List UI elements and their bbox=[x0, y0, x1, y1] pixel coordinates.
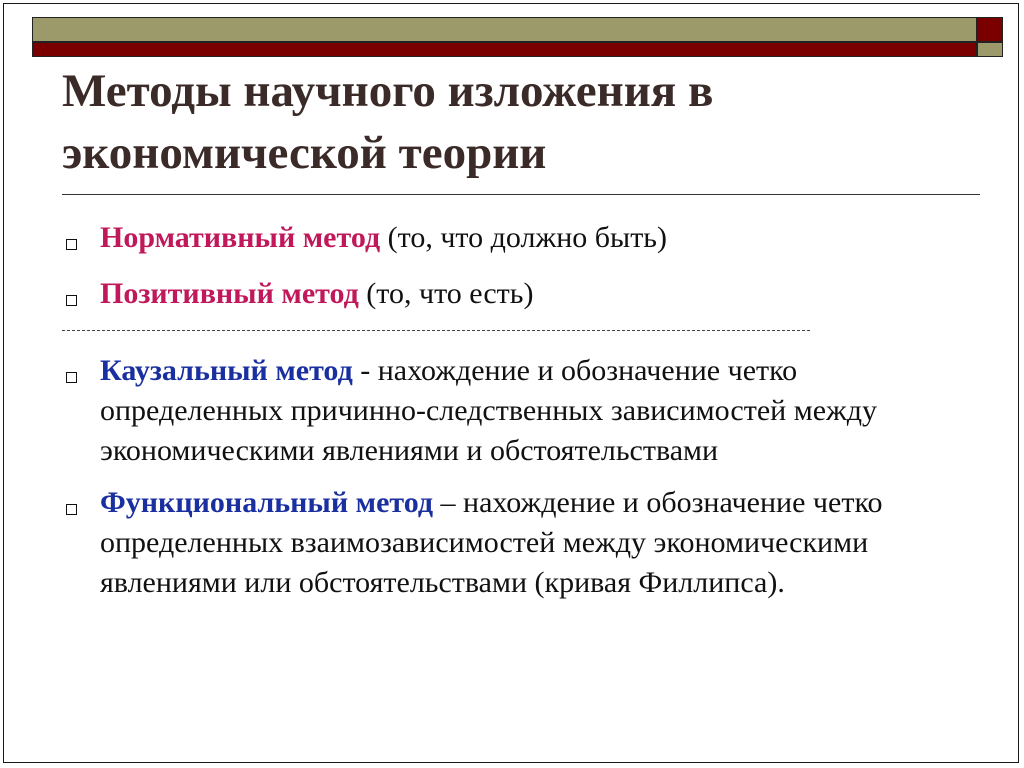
square-bullet-icon bbox=[66, 239, 77, 250]
title-line-1: Методы научного изложения в bbox=[62, 65, 714, 117]
term-functional: Функциональный метод bbox=[100, 486, 434, 519]
bullet-positive bbox=[62, 274, 962, 314]
decor-bar-olive bbox=[32, 17, 977, 42]
bullet-list bbox=[62, 210, 962, 603]
desc-normative: (то, что должно быть) bbox=[380, 221, 667, 254]
bullet-functional bbox=[62, 483, 962, 603]
square-bullet-icon bbox=[66, 295, 77, 306]
decor-bar-red bbox=[32, 42, 977, 57]
bullet-normative bbox=[62, 218, 962, 258]
title-line-2: экономической теории bbox=[62, 127, 547, 179]
decor-corner-olive bbox=[977, 42, 1003, 57]
title-underline bbox=[62, 194, 980, 195]
term-causal: Каузальный метод bbox=[100, 354, 353, 387]
term-positive: Позитивный метод bbox=[100, 277, 359, 310]
desc-functional: – нахождение и обозначение четко определенных взаимозависимостей между экономическими явлениями или обстоятельствами (кривая Филлипса). bbox=[100, 486, 883, 599]
desc-causal: - нахождение и обозначение четко определенных причинно-следственных зависимостей между экономическими явлениями и обстоятельствами bbox=[100, 354, 877, 467]
section-divider bbox=[62, 330, 962, 331]
desc-positive: (то, что есть) bbox=[358, 277, 534, 310]
dashed-divider bbox=[62, 330, 810, 331]
decor-corner-red bbox=[977, 17, 1003, 42]
square-bullet-icon bbox=[66, 372, 77, 383]
slide-title bbox=[62, 60, 962, 184]
bullet-causal bbox=[62, 351, 962, 471]
term-normative: Нормативный метод bbox=[100, 221, 381, 254]
square-bullet-icon bbox=[66, 504, 77, 515]
